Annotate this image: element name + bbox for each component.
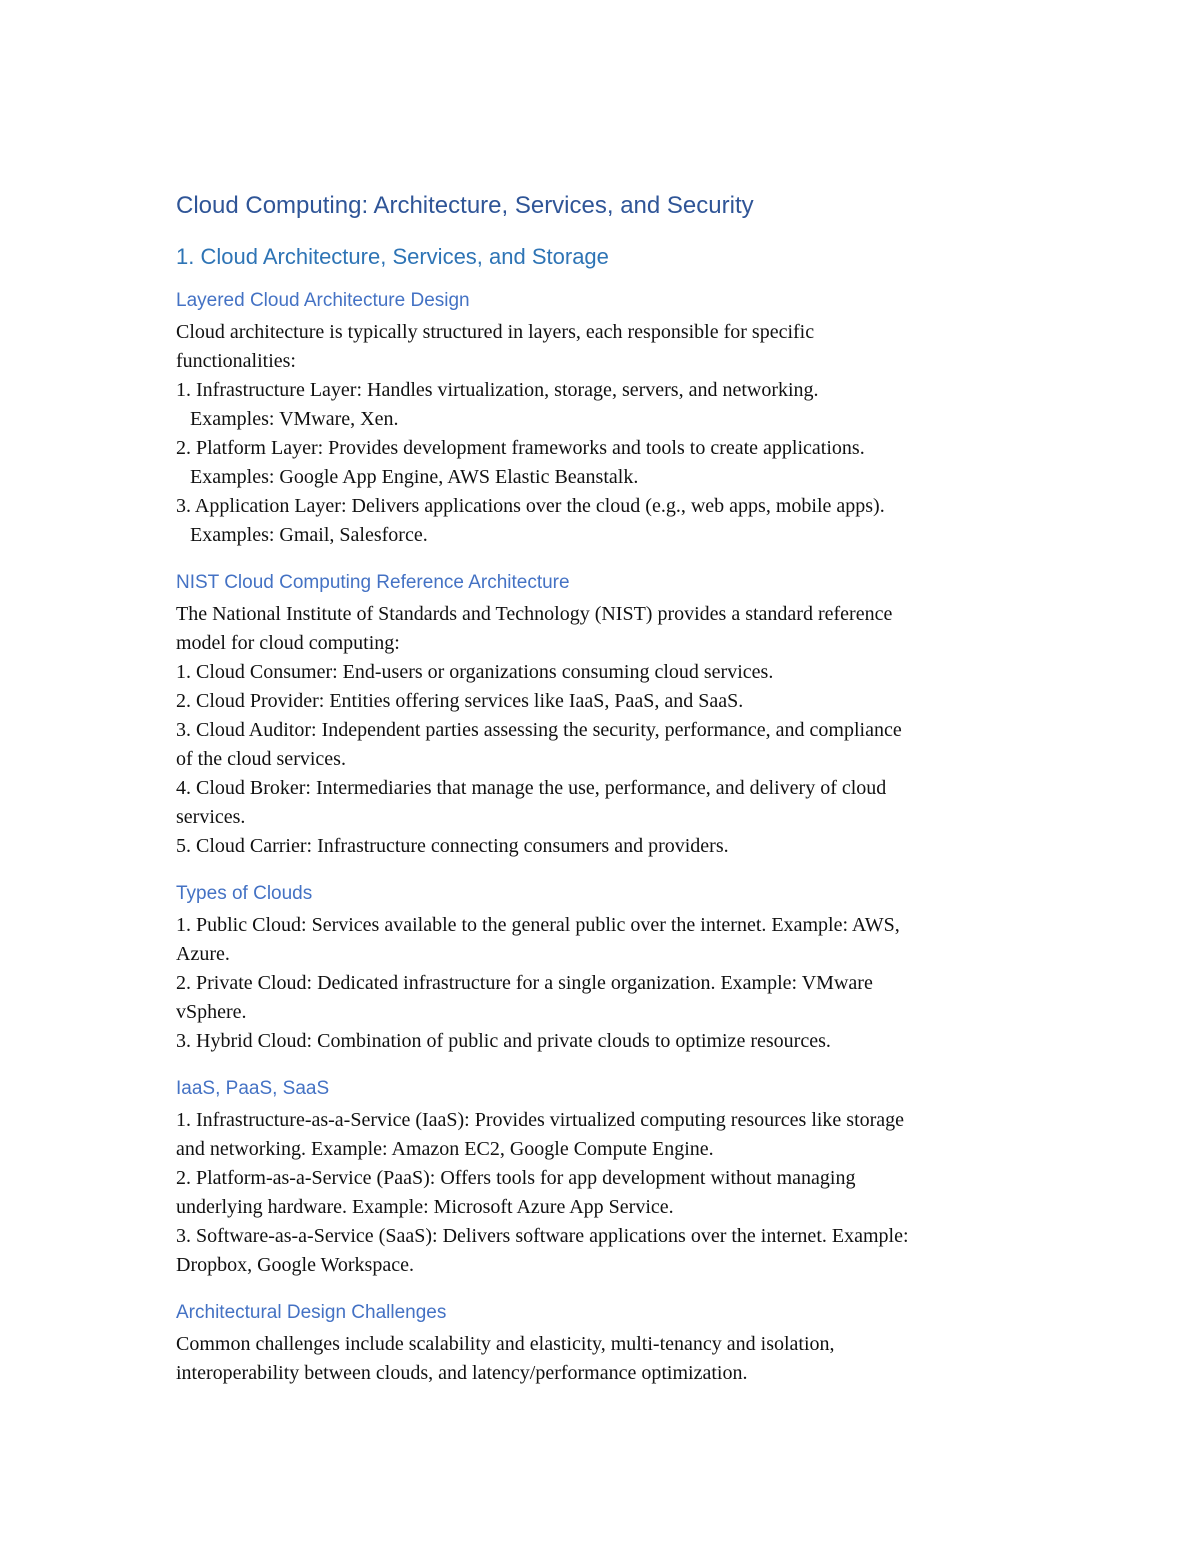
list-item-continuation: of the cloud services. xyxy=(176,748,346,770)
section-types-of-clouds xyxy=(176,881,1026,1056)
subheading-design-challenges: Architectural Design Challenges xyxy=(176,1302,447,1323)
paragraph-line: functionalities: xyxy=(176,350,296,372)
paragraph-line: The National Institute of Standards and Technology (NIST) provides a standard reference xyxy=(176,603,893,625)
list-item: 2. Platform Layer: Provides development frameworks and tools to create applications. xyxy=(176,437,865,459)
paragraph-line: Common challenges include scalability and elasticity, multi-tenancy and isolation, xyxy=(176,1333,835,1355)
section-service-models xyxy=(176,1076,1026,1280)
list-item: 3. Software-as-a-Service (SaaS): Delivers software applications over the internet. Example: xyxy=(176,1225,909,1247)
list-item: 2. Cloud Provider: Entities offering services like IaaS, PaaS, and SaaS. xyxy=(176,690,744,712)
list-item-continuation: Dropbox, Google Workspace. xyxy=(176,1254,414,1276)
list-item: 1. Infrastructure-as-a-Service (IaaS): Provides virtualized computing resources like storage xyxy=(176,1109,905,1131)
document-page xyxy=(176,190,1026,1408)
list-item: 2. Platform-as-a-Service (PaaS): Offers tools for app development without managing xyxy=(176,1167,856,1189)
section-design-challenges xyxy=(176,1300,1026,1388)
section-layered-architecture xyxy=(176,288,1026,550)
list-item-example: Examples: VMware, Xen. xyxy=(190,408,399,430)
paragraph-line: model for cloud computing: xyxy=(176,632,400,654)
list-item-example: Examples: Google App Engine, AWS Elastic Beanstalk. xyxy=(190,466,639,488)
list-item: 1. Infrastructure Layer: Handles virtualization, storage, servers, and networking. xyxy=(176,379,819,401)
list-item: 1. Public Cloud: Services available to the general public over the internet. Example: AWS, xyxy=(176,914,900,936)
paragraph-line: Cloud architecture is typically structured in layers, each responsible for specific xyxy=(176,321,815,343)
list-item-continuation: services. xyxy=(176,806,246,828)
list-item: 3. Hybrid Cloud: Combination of public and private clouds to optimize resources. xyxy=(176,1030,831,1052)
document-title: Cloud Computing: Architecture, Services, and Security xyxy=(176,192,754,219)
subheading-layered-architecture: Layered Cloud Architecture Design xyxy=(176,290,470,311)
subheading-types-of-clouds: Types of Clouds xyxy=(176,883,313,904)
subheading-nist-architecture: NIST Cloud Computing Reference Architecture xyxy=(176,572,570,593)
list-item-example: Examples: Gmail, Salesforce. xyxy=(190,524,428,546)
list-item: 1. Cloud Consumer: End-users or organizations consuming cloud services. xyxy=(176,661,774,683)
list-item: 5. Cloud Carrier: Infrastructure connecting consumers and providers. xyxy=(176,835,729,857)
list-item: 3. Application Layer: Delivers applications over the cloud (e.g., web apps, mobile apps). xyxy=(176,495,885,517)
section-heading-architecture: 1. Cloud Architecture, Services, and Storage xyxy=(176,244,609,269)
list-item-continuation: underlying hardware. Example: Microsoft Azure App Service. xyxy=(176,1196,674,1218)
list-item: 4. Cloud Broker: Intermediaries that manage the use, performance, and delivery of cloud xyxy=(176,777,887,799)
paragraph-line: interoperability between clouds, and latency/performance optimization. xyxy=(176,1362,748,1384)
list-item-continuation: vSphere. xyxy=(176,1001,247,1023)
list-item: 2. Private Cloud: Dedicated infrastructure for a single organization. Example: VMware xyxy=(176,972,873,994)
subheading-service-models: IaaS, PaaS, SaaS xyxy=(176,1078,330,1099)
list-item-continuation: Azure. xyxy=(176,943,230,965)
section-nist-architecture xyxy=(176,570,1026,861)
list-item: 3. Cloud Auditor: Independent parties assessing the security, performance, and compliance xyxy=(176,719,902,741)
list-item-continuation: and networking. Example: Amazon EC2, Google Compute Engine. xyxy=(176,1138,714,1160)
